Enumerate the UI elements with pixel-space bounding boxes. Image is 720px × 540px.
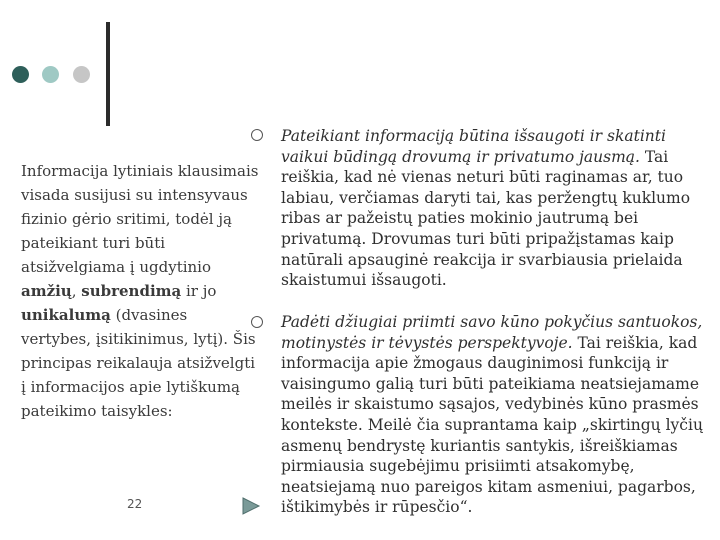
bullet-2-text: Tai reiškia, kad informacija apie žmogaus dauginimosi funkciją ir vaisingumo galią turi būti pateikiama neatsiejamame meilės ir skaistumo sąsajos, vedybinės kūno prasmės kontekste. Meilė čia suprantama kaip „skirtingų lyčių asmenų bendrystę kuriantis santykis, išreiškiamas pirmiausia sugebėjimu prisiimti atsakomybę, neatsiejamą nuo pareigos kitam asmeniui, pagarbos, ištikimybės ir rūpesčio“. <box>281 333 703 517</box>
decor-dot-gray <box>73 66 90 83</box>
decor-dot-dark <box>12 66 29 83</box>
left-intro: Informacija lytiniais klausimais visada susijusi su intensyvaus fizinio gėrio sritimi, todėl ją pateikiant turi būti atsižvelgiama į ugdytinio <box>21 162 259 276</box>
left-tail: (dvasines vertybes, įsitikinimus, lytį). Šis principas reikalauja atsižvelgti į informacijos apie lytiškumą pateikimo taisykles: <box>21 306 256 420</box>
decor-vertical-line <box>106 22 110 126</box>
bullet-paragraph-1 <box>281 126 705 291</box>
left-mid: ir jo <box>181 282 217 300</box>
left-body-text <box>21 159 261 423</box>
page-number: 22 <box>127 497 143 511</box>
bullet-ring-icon <box>251 316 263 328</box>
bullet-ring-icon <box>251 129 263 141</box>
left-bold-maturity: subrendimą <box>81 282 182 300</box>
play-triangle-icon[interactable] <box>240 495 262 517</box>
bullet-1-text: Tai reiškia, kad nė vienas neturi būti raginamas ar, tuo labiau, verčiamas daryti tai, kas peržengtų kuklumo ribas ar pažeistų paties mokinio jautrumą bei privatumą. Drovumas turi būti pripažįstamas kaip natūrali apsauginė reakcija ir svarbiausia prielaida skaistumui išsaugoti. <box>281 147 691 290</box>
left-bold-age: amžių <box>21 282 72 300</box>
left-bold-uniqueness: unikalumą <box>21 306 111 324</box>
left-separator: , <box>71 282 82 300</box>
bullet-2-italic: Padėti džiugiai priimti savo kūno pokyčius santuokos, motinystės ir tėvystės perspektyvoje. <box>281 313 703 352</box>
bullet-1-italic: Pateikiant informaciją būtina išsaugoti ir skatinti vaikui būdingą drovumą ir privatumo jausmą. <box>281 127 666 166</box>
decor-dot-teal <box>42 66 59 83</box>
bullet-paragraph-2 <box>281 312 705 518</box>
